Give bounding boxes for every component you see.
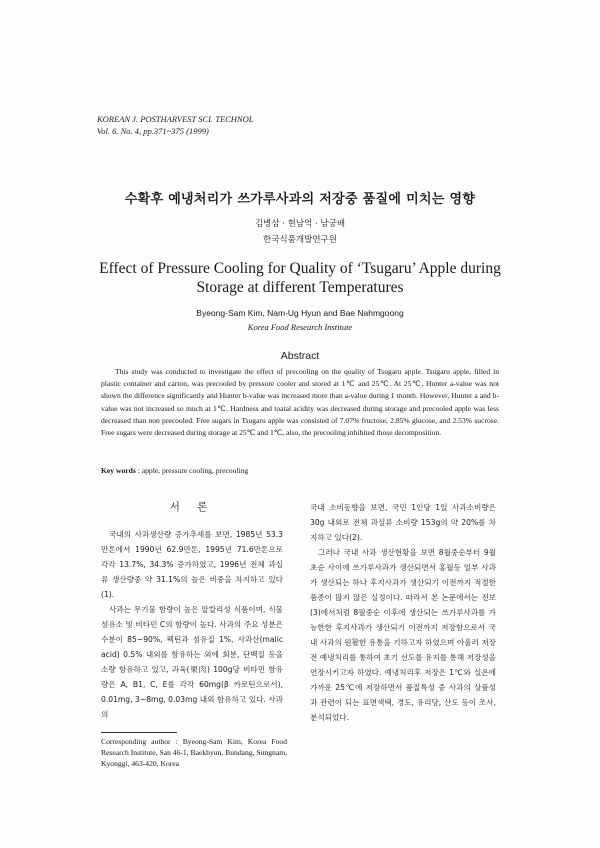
english-institute: Korea Food Research Institute xyxy=(247,322,353,332)
footnote-rule xyxy=(101,732,177,733)
keywords-label: Key words xyxy=(101,466,136,475)
english-title-line1: Effect of Pressure Cooling for Quality of ‘Tsugaru’ Apple during xyxy=(99,260,501,277)
keywords-text: : apple, pressure cooling, precooling xyxy=(137,466,249,475)
journal-name: KOREAN J. POSTHARVEST SCI. TECHNOL xyxy=(97,114,254,124)
english-authors: Byeong-Sam Kim, Nam-Ug Hyun and Bae Nahmgoong xyxy=(196,308,404,318)
keywords xyxy=(101,466,248,475)
korean-institute: 한국식품개발연구원 xyxy=(263,235,337,245)
section-heading-introduction: 서 론 xyxy=(169,501,215,513)
abstract-body: This study was conducted to investigate the effect of precooling on the quality of Tsugaru apple. Tsugaru apple, filled in plastic container and carton, was precooled by pressure cooler and stored at 1℃ and 25℃. At 25℃, Hunter a-value was not shown the difference significantly and Hunter b-value was increased more than a-value during 1 month. However, Hunter a and b-value was not increased so much at 1℃. Hardness and toatal acidity was decreased during storage and precooled apple was less decreased than non precooled. Free sugars in Tsugaru apple was consisted of 7.07% fructose, 2.85% glucose, and 2.53% sucrose. Free sugars were decreased during storage at 25℃ and 1℃, also, the precooling inhibited those decomposition. xyxy=(101,367,499,438)
paragraph: 사과는 무기물 함량이 높은 알칼리성 식품이며, 식물 섬유소 및 비타민 C의 함량이 높다. 사과의 주요 성분은 수분이 85~90%, 펙틴과 섬유질 1%, 사과산(malic acid) 0.5% 내외를 함유하는 외에 회분, 단백질 등을 소량 함유하고 있고, 과육(果肉) 100g당 비타민 함유량은 A, B1, C, E를 각각 60mg(β 카로틴으로서), 0.01mg, 3~8mg, 0.03mg 내외 함유하고 있다. 사과의 xyxy=(101,605,283,719)
paragraph: 그러나 국내 사과 생산현황을 보면 8월중순부터 9월초순 사이에 쓰가루사과가 생산되면서 홍월등 일부 사과가 생산되는 하나 후지사과가 생산되기 이전까지 적절한 품종이 많지 않은 실정이다. 따라서 본 논문에서는 전보(3)에서처럼 8월중순 이후에 생산되는 쓰가루사과를 가능한한 후지사과가 생산되기 이전까지 저장함으로서 국내 사과의 원활한 유통을 기하고자 하였으며 아울러 저장전 예냉처리를 통하여 초기 선도를 유지를 통해 저장성을 연장시키고자 하였다. 예냉처리후 저장은 1℃와 실온에 가까운 25℃에 저장하면서 품질특성 중 사과의 상품성과 관련이 되는 표면색택, 경도, 유리당, 산도 등이 조사, 분석되었다. xyxy=(310,548,496,722)
abstract-heading: Abstract xyxy=(280,350,320,362)
english-title-line2: Storage at different Temperatures xyxy=(196,279,404,296)
journal-header xyxy=(97,113,253,137)
paragraph: 국내 소비동향을 보면, 국민 1인당 1일 사과소비량은 30g 내외로 전체 과실류 소비량 153g의 약 20%를 차지하고 있다(2). xyxy=(310,503,496,542)
journal-volume: Vol. 6. No. 4, pp.371~375 (1999) xyxy=(97,126,209,136)
paragraph: 국내의 사과생산량 증가추세를 보면, 1985년 53.3만톤에서 1990년 62.9만톤, 1995년 71.6만톤으로 각각 13.7%, 34.3% 증가하였고, 1996년 전체 과실류 생산량중 약 31.1%의 높은 비중을 차지하고 있다(1). xyxy=(101,530,283,599)
korean-title: 수확후 예냉처리가 쓰가루사과의 저장중 품질에 미치는 영향 xyxy=(124,192,476,207)
corresponding-author-footnote: Corresponding author : Byeong-Sam Kim, Korea Food Research Institute, San 46-1, Baekhyun, Bundang, Sungnam, Kyonggi, 463-420, Korea xyxy=(101,737,287,769)
body-column-left xyxy=(101,527,283,722)
english-title xyxy=(0,259,600,297)
body-column-right xyxy=(310,500,496,725)
abstract-text xyxy=(101,366,499,439)
korean-authors: 김병삼 · 현남억 · 남궁배 xyxy=(254,219,346,229)
